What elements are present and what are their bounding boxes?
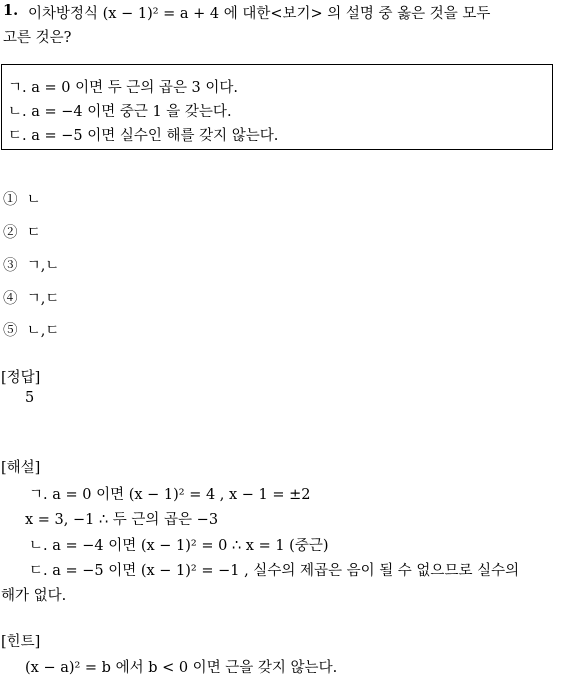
option-4 xyxy=(3,287,59,308)
solution-line: x = 3, −1 ∴ 두 근의 곱은 −3 xyxy=(25,512,219,528)
option-marker: ② xyxy=(3,225,18,241)
question-text-line1: 이차방정식 (x − 1)² = a + 4 에 대한<보기> 의 설명 중 옳은 것을 모두 xyxy=(28,6,491,22)
option-marker: ④ xyxy=(3,291,18,307)
option-text: ㄱ,ㄴ xyxy=(26,258,60,274)
option-text: ㄱ,ㄷ xyxy=(26,291,60,307)
option-1 xyxy=(3,188,41,209)
hint-heading: [힌트] xyxy=(1,634,41,650)
option-3 xyxy=(3,254,59,275)
option-text: ㄴ xyxy=(26,192,41,208)
question-text-line2: 고른 것은? xyxy=(3,30,72,46)
option-2 xyxy=(3,221,41,242)
option-marker: ③ xyxy=(3,258,18,274)
statement-item: ㄴ. a = −4 이면 중근 1 을 갖는다. xyxy=(8,104,232,120)
answer-value: 5 xyxy=(25,390,35,406)
option-marker: ① xyxy=(3,192,18,208)
solution-heading: [해설] xyxy=(1,460,41,476)
option-5 xyxy=(3,319,59,340)
solution-line: 해가 없다. xyxy=(1,588,67,604)
statement-item: ㄷ. a = −5 이면 실수인 해를 갖지 않는다. xyxy=(8,128,279,144)
statement-item: ㄱ. a = 0 이면 두 근의 곱은 3 이다. xyxy=(8,80,239,96)
hint-text: (x − a)² = b 에서 b < 0 이면 근을 갖지 않는다. xyxy=(25,660,338,676)
answer-heading: [정답] xyxy=(1,370,41,386)
option-marker: ⑤ xyxy=(3,323,18,339)
solution-line: ㄱ. a = 0 이면 (x − 1)² = 4 , x − 1 = ±2 xyxy=(29,487,311,503)
solution-line: ㄷ. a = −5 이면 (x − 1)² = −1 , 실수의 제곱은 음이 될 수 없으므로 실수의 xyxy=(29,563,520,579)
question-number: 1. xyxy=(3,2,19,19)
option-text: ㄷ xyxy=(26,225,41,241)
option-text: ㄴ,ㄷ xyxy=(26,323,60,339)
solution-line: ㄴ. a = −4 이면 (x − 1)² = 0 ∴ x = 1 (중근) xyxy=(29,538,329,554)
